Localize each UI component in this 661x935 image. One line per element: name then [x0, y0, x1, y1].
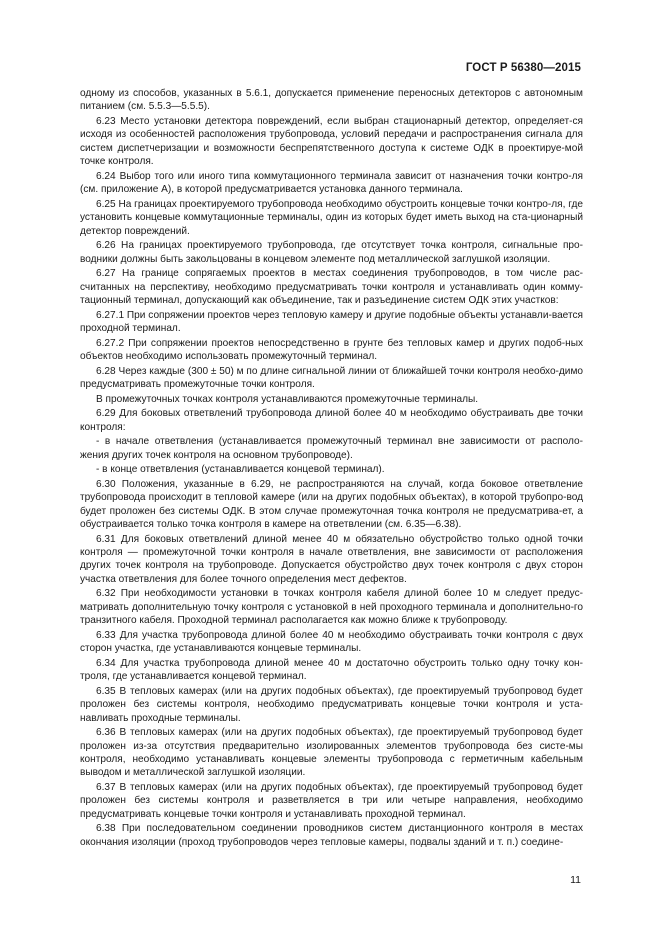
paragraph-6-31: 6.31 Для боковых ответвлений длиной менее 40 м обязательно обустройство только одной точки контроля — промежуточной точки контроля в начале ответвления, вне зависимости от расположения других точек контроля на трубопроводе. Допускается обустройство двух точек контроля с двух сторон участка ответвления для более точного определения мест дефектов. — [80, 533, 583, 585]
paragraph-6-34: 6.34 Для участка трубопровода длиной менее 40 м достаточно обустроить только одну точку кон-троля, где устанавливается концевой терминал. — [80, 657, 583, 683]
paragraph-6-29: 6.29 Для боковых ответвлений трубопровода длиной более 40 м необходимо обустраивать две точки контроля: — [80, 408, 583, 433]
body-text — [80, 87, 583, 850]
paragraph-6-35: 6.35 В тепловых камерах (или на других подобных объектах), где проектируемый трубопровод будет проложен без системы контроля, необходимо предусматривать концевые точки контроля и уста-навливать проходные терминалы. — [80, 685, 583, 724]
paragraph-6-24: 6.24 Выбор того или иного типа коммутационного терминала зависит от назначения точки контро-ля (см. приложение А), в которой предусматривается установка данного терминала. — [80, 170, 583, 196]
paragraph: одному из способов, указанных в 5.6.1, допускается применение переносных детекторов с автономным питанием (см. 5.5.3—5.5.5). — [80, 88, 583, 113]
list-item: - в конце ответвления (устанавливается концевой терминал). — [96, 464, 385, 476]
paragraph: В промежуточных точках контроля устанавливаются промежуточные терминалы. — [96, 393, 479, 405]
paragraph-6-37: 6.37 В тепловых камерах (или на других подобных объектах), где проектируемый трубопровод будет проложен без системы контроля и разветвляется в три или четыре направления, необходимо предусматривать концевые точки контроля и устанавливать проходной терминал. — [80, 782, 583, 820]
paragraph-6-32: 6.32 При необходимости установки в точках контроля кабеля длиной более 10 м следует предус-матривать дополнительную точку контроля с установкой в ней проходного терминала и дополнительно-го транзитного кабеля. Проходной терминал располагается как можно ближе к трубопроводу. — [80, 588, 583, 627]
paragraph-6-30: 6.30 Положения, указанные в 6.29, не распространяются на случай, когда боковое ответвление трубопровода происходит в тепловой камере (или на других подобных объектах), в которой трубопро-вод будет проложен без системы ОДК. В этом случае промежуточная точка контроля не предусматрива-ет, а обустраивается только точка контроля в камере на ответвлении (см. 6.35—6.38). — [80, 478, 583, 531]
page-number: 11 — [570, 874, 581, 886]
paragraph-6-33: 6.33 Для участка трубопровода длиной более 40 м необходимо обустраивать точки контроля с двух сторон участка, где устанавливаются концевые терминалы. — [80, 629, 583, 655]
document-code-header: ГОСТ Р 56380—2015 — [465, 62, 581, 74]
paragraph-6-26: 6.26 На границах проектируемого трубопровода, где отсутствует точка контроля, сигнальные про-водники должны быть закольцованы в концевом элементе под металлической заглушкой изоляции. — [80, 240, 583, 265]
paragraph-6-36: 6.36 В тепловых камерах (или на других подобных объектах), где проектируемый трубопровод будет проложен из-за отсутствия предварительно изолированных элементов трубопровода без систе-мы контроля, необходимо устанавливать концевые элементы трубопровода с герметичным кабельным выводом и металлической заглушкой изоляции. — [80, 727, 583, 779]
list-item: - в начале ответвления (устанавливается промежуточный терминал вне зависимости от располо-жения других точек контроля на основном трубопроводе). — [80, 436, 583, 461]
paragraph-6-27: 6.27 На границе сопрягаемых проектов в местах соединения трубопроводов, в том числе рас-считанных на перспективу, необходимо предусматривать точки контроля и устанавливать один комму-тационный терминал, допускающий как объединение, так и разъединение систем ОДК этих участков: — [80, 268, 583, 307]
paragraph-6-25: 6.25 На границах проектируемого трубопровода необходимо обустроить концевые точки контро-ля, где установить концевые коммутационные терминалы, один из которых будет иметь выход на ста-ционарный детектор повреждений. — [80, 198, 583, 237]
paragraph-6-38: 6.38 При последовательном соединении проводников систем дистанционного контроля в местах окончания изоляции (проход трубопроводов через тепловые камеры, подвалы зданий и т. п.) соедине- — [80, 823, 583, 848]
paragraph-6-27-2: 6.27.2 При сопряжении проектов непосредственно в грунте без тепловых камер и других подоб-ных объектов необходимо использовать промежуточный терминал. — [80, 337, 583, 363]
paragraph-6-23: 6.23 Место установки детектора повреждений, если выбран стационарный детектор, определяет-ся исходя из особенностей расположения трубопровода, условий передачи и распространения сигнала для систем диспетчеризации и возможности беспрепятственного доступа к системе ОДК в проектируе-мой точке контроля. — [80, 116, 583, 168]
paragraph-6-27-1: 6.27.1 При сопряжении проектов через тепловую камеру и другие подобные объекты устанавли-вается проходной терминал. — [80, 309, 583, 335]
paragraph-6-28: 6.28 Через каждые (300 ± 50) м по длине сигнальной линии от ближайшей точки контроля необхо-димо предусматривать промежуточные точки контроля. — [80, 365, 583, 391]
